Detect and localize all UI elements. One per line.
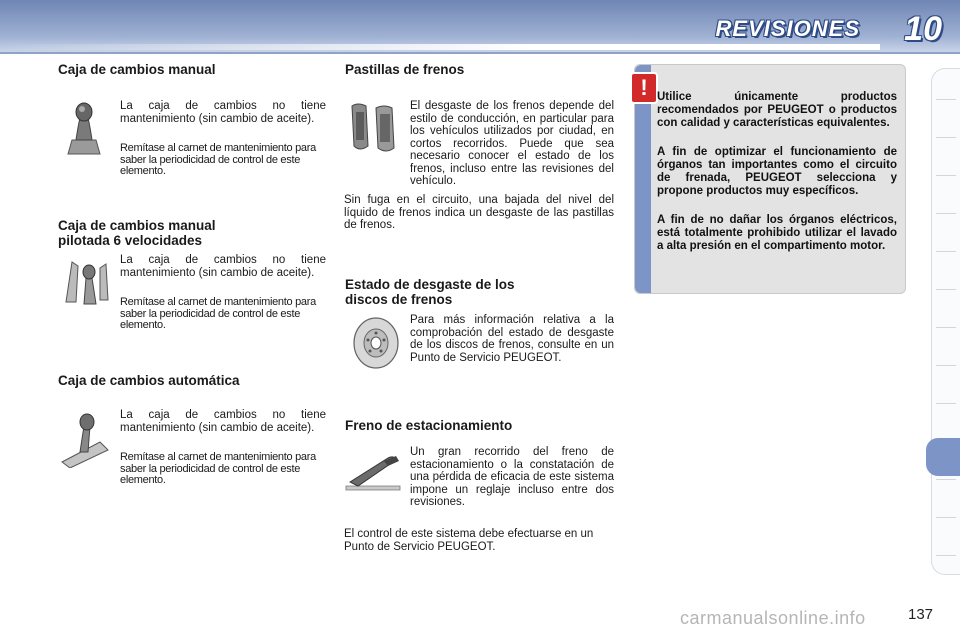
manual-gearbox-icon: [62, 100, 106, 156]
warning-text-1: Utilice únicamente productos recomendados por PEUGEOT o productos con calidad y características equivalentes.: [657, 91, 897, 129]
watermark: carmanualsonline.info: [680, 608, 866, 628]
heading-discos-line2: discos de frenos: [345, 292, 453, 307]
paddle-shifter-icon: [62, 256, 112, 306]
heading-estacionamiento: Freno de estacionamiento: [345, 418, 513, 433]
side-tab-divider: [936, 403, 956, 404]
pilotada-text-2: Remítase al carnet de mantenimiento para saber la periodicidad de control de este elemento.: [120, 296, 316, 331]
automatica-text-1: La caja de cambios no tiene mantenimiento (sin cambio de aceite).: [120, 409, 326, 434]
automatica-text-2: Remítase al carnet de mantenimiento para saber la periodicidad de control de este elemento.: [120, 451, 316, 486]
heading-caja-pilotada-line2: pilotada 6 velocidades: [58, 233, 203, 248]
heading-pastillas: Pastillas de frenos: [345, 62, 465, 77]
estacionamiento-text-1: Un gran recorrido del freno de estacionamiento o la constatación de una pérdida de eficacia de este sistema impone un reglaje incluso entre dos revisiones.: [410, 446, 614, 508]
side-tab-divider: [936, 251, 956, 252]
side-tab-divider: [936, 517, 956, 518]
heading-caja-pilotada-line1: Caja de cambios manual: [58, 218, 216, 233]
side-tab-divider: [936, 137, 956, 138]
brake-disc-icon: [350, 316, 404, 370]
heading-caja-manual: Caja de cambios manual: [58, 62, 216, 77]
chapter-title: REVISIONES: [715, 16, 860, 41]
side-tab-divider: [936, 479, 956, 480]
side-tab-divider: [936, 213, 956, 214]
side-tab-divider: [936, 365, 956, 366]
automatic-gearbox-icon: [60, 412, 110, 468]
chapter-side-tabs: [931, 68, 960, 575]
side-tab-divider: [936, 289, 956, 290]
side-tab-divider: [936, 175, 956, 176]
brake-pads-icon: [348, 100, 398, 154]
estacionamiento-text-2: El control de este sistema debe efectuarse en un Punto de Servicio PEUGEOT.: [344, 528, 594, 553]
warning-exclamation-icon: !: [630, 72, 658, 104]
warning-text-2: A fin de optimizar el funcionamiento de órganos tan importantes como el circuito de frenada, PEUGEOT selecciona y propone productos muy específicos.: [657, 146, 897, 197]
discos-text-1: Para más información relativa a la comprobación del estado de desgaste de los discos de frenos, consulte en un Punto de Servicio PEUGEOT.: [410, 314, 614, 364]
chapter-header: [0, 0, 960, 54]
pastillas-text-1: El desgaste de los frenos depende del estilo de conducción, en particular para los vehículos utilizados por ciudad, en cortos recorridos. Puede que sea necesario conocer el estado de los frenos, incluso entre las revisiones del vehículo.: [410, 100, 614, 187]
parking-brake-icon: [344, 452, 402, 492]
page-number: 137: [908, 606, 934, 623]
side-tab-divider: [936, 555, 956, 556]
manual-text-2: Remítase al carnet de mantenimiento para saber la periodicidad de control de este elemento.: [120, 142, 316, 177]
warning-text-3: A fin de no dañar los órganos eléctricos, está totalmente prohibido utilizar el lavado a alta presión en el compartimento motor.: [657, 214, 897, 252]
pilotada-text-1: La caja de cambios no tiene mantenimiento (sin cambio de aceite).: [120, 254, 326, 279]
manual-text-1: La caja de cambios no tiene mantenimiento (sin cambio de aceite).: [120, 100, 326, 125]
heading-discos-line1: Estado de desgaste de los: [345, 277, 515, 292]
side-tab-divider: [936, 99, 956, 100]
chapter-number: 10: [904, 10, 942, 48]
side-tab-active-chapter[interactable]: [926, 438, 960, 476]
heading-caja-automatica: Caja de cambios automática: [58, 373, 240, 388]
pastillas-text-2: Sin fuga en el circuito, una bajada del nivel del líquido de frenos indica un desgaste de las pastillas de frenos.: [344, 194, 614, 231]
side-tab-divider: [936, 327, 956, 328]
header-swoosh: [0, 44, 880, 50]
